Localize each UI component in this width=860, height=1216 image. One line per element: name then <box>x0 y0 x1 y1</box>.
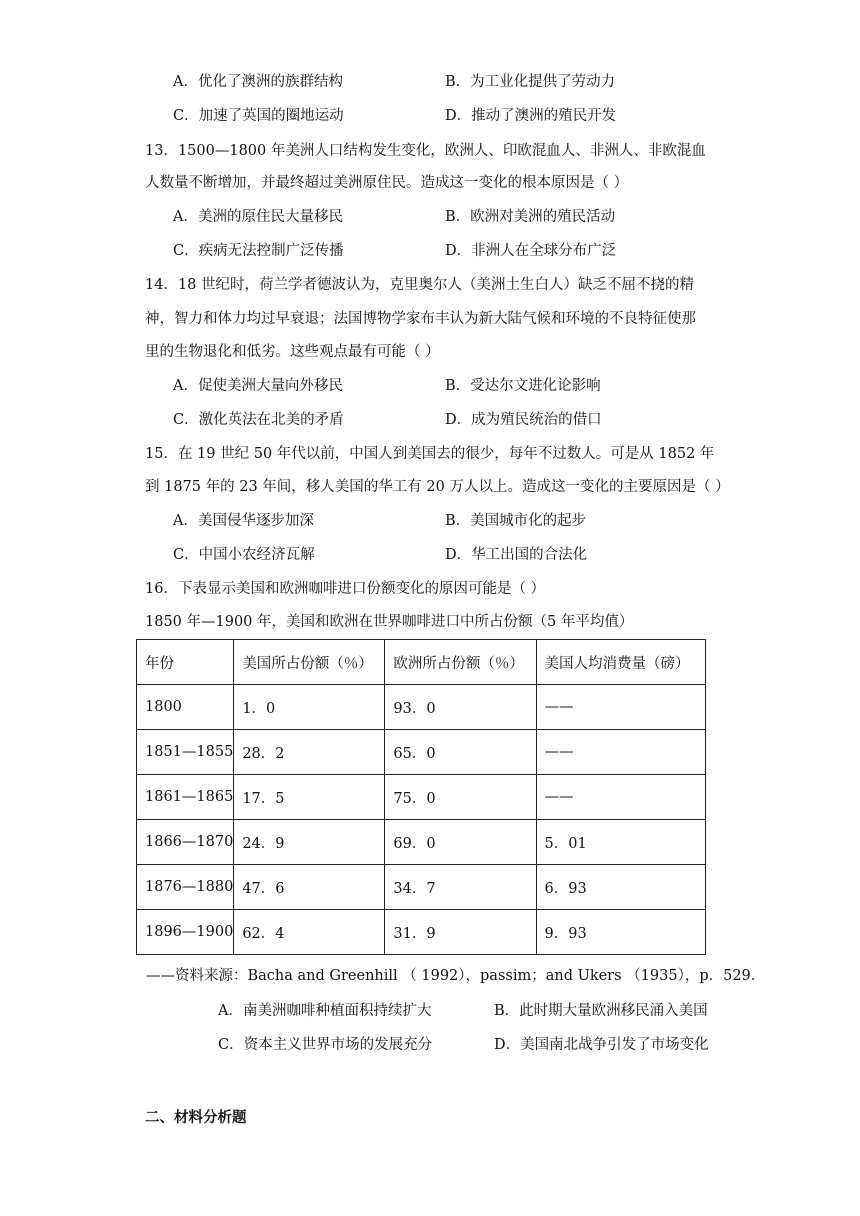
table-row <box>137 910 706 955</box>
q12-option-c: C．加速了英国的圈地运动 <box>173 108 344 124</box>
table-cell: 62．4 <box>234 910 385 955</box>
table-cell: 28．2 <box>234 730 385 775</box>
table-cell: —— <box>536 730 706 775</box>
q14-stem-line2: 神，智力和体力均过早衰退；法国博物学家布丰认为新大陆气候和环境的不良特征使那 <box>145 311 696 327</box>
q16-stem: 16．下表显示美国和欧洲咖啡进口份额变化的原因可能是（ ） <box>145 581 546 597</box>
q16-option-b: B．此时期大量欧洲移民涌入美国 <box>494 1003 708 1019</box>
q12-option-d: D．推动了澳洲的殖民开发 <box>445 108 617 124</box>
q14-option-a: A．促使美洲大量向外移民 <box>173 378 343 394</box>
table-row <box>137 775 706 820</box>
table-source-note: ——资料来源：Bacha and Greenhill （ 1992），passim；and Ukers （1935），p．529． <box>146 968 766 984</box>
q13-stem-line2: 人数量不断增加，并最终超过美洲原住民。造成这一变化的根本原因是（ ） <box>145 175 629 191</box>
q15-stem-line1: 15．在 19 世纪 50 年代以前，中国人到美国去的很少，每年不过数人。可是从 1852 年 <box>145 446 715 462</box>
table-cell: 6．93 <box>536 865 706 910</box>
coffee-import-table <box>136 639 706 955</box>
table-cell: 1861—1865 <box>137 775 234 820</box>
q14-option-d: D．成为殖民统治的借口 <box>445 412 602 428</box>
q12-option-a: A．优化了澳洲的族群结构 <box>173 74 343 90</box>
table-cell: 69．0 <box>385 820 536 865</box>
table-cell: 47．6 <box>234 865 385 910</box>
table-cell: 31．9 <box>385 910 536 955</box>
q13-option-a: A．美洲的原住民大量移民 <box>173 209 343 225</box>
table-cell: 17．5 <box>234 775 385 820</box>
table-row <box>137 865 706 910</box>
q15-option-b: B．美国城市化的起步 <box>445 513 587 529</box>
table-cell: 1896—1900 <box>137 910 234 955</box>
table-cell: 1800 <box>137 685 234 730</box>
q13-option-c: C．疾病无法控制广泛传播 <box>173 243 344 259</box>
table-cell: 1866—1870 <box>137 820 234 865</box>
q16-option-c: C．资本主义世界市场的发展充分 <box>218 1037 433 1053</box>
q15-stem-line2: 到 1875 年的 23 年间，移人美国的华工有 20 万人以上。造成这一变化的主要原因是（ ） <box>145 479 730 495</box>
q15-option-d: D．华工出国的合法化 <box>445 547 588 563</box>
q16-option-a: A．南美洲咖啡种植面积持续扩大 <box>218 1003 432 1019</box>
q13-stem-line1: 13．1500—1800 年美洲人口结构发生变化，欧洲人、印欧混血人、非洲人、非欧混血 <box>145 143 706 159</box>
q14-stem-line1: 14．18 世纪时，荷兰学者德波认为，克里奥尔人（美洲土生白人）缺乏不屈不挠的精 <box>145 277 695 293</box>
table-header-cell: 美国人均消费量（磅） <box>536 640 706 685</box>
table-row <box>137 820 706 865</box>
table-row <box>137 685 706 730</box>
q12-option-b: B．为工业化提供了劳动力 <box>445 74 616 90</box>
q13-option-d: D．非洲人在全球分布广泛 <box>445 243 617 259</box>
q15-option-c: C．中国小农经济瓦解 <box>173 547 315 563</box>
q16-table-caption: 1850 年—1900 年，美国和欧洲在世界咖啡进口中所占份额（5 年平均值） <box>145 614 634 630</box>
q13-option-b: B．欧洲对美洲的殖民活动 <box>445 209 616 225</box>
q14-option-b: B．受达尔文进化论影响 <box>445 378 601 394</box>
table-cell: 34．7 <box>385 865 536 910</box>
table-cell: 93．0 <box>385 685 536 730</box>
table-cell: 65．0 <box>385 730 536 775</box>
table-header-row <box>137 640 706 685</box>
table-cell: 24．9 <box>234 820 385 865</box>
q14-option-c: C．激化英法在北美的矛盾 <box>173 412 344 428</box>
q14-stem-line3: 里的生物退化和低劣。这些观点最有可能（ ） <box>145 344 440 360</box>
table-header-cell: 年份 <box>137 640 234 685</box>
table-header-cell: 欧洲所占份额（％） <box>385 640 536 685</box>
table-cell: 1876—1880 <box>137 865 234 910</box>
table-header-cell: 美国所占份额（％） <box>234 640 385 685</box>
table-cell: 5．01 <box>536 820 706 865</box>
table-row <box>137 730 706 775</box>
table-cell: 1851—1855 <box>137 730 234 775</box>
table-cell: —— <box>536 685 706 730</box>
q15-option-a: A．美国侵华逐步加深 <box>173 513 314 529</box>
table-cell: 1．0 <box>234 685 385 730</box>
table-cell: 75．0 <box>385 775 536 820</box>
table-cell: 9．93 <box>536 910 706 955</box>
section-heading: 二、材料分析题 <box>145 1110 247 1126</box>
table-cell: —— <box>536 775 706 820</box>
q16-option-d: D．美国南北战争引发了市场变化 <box>494 1037 709 1053</box>
